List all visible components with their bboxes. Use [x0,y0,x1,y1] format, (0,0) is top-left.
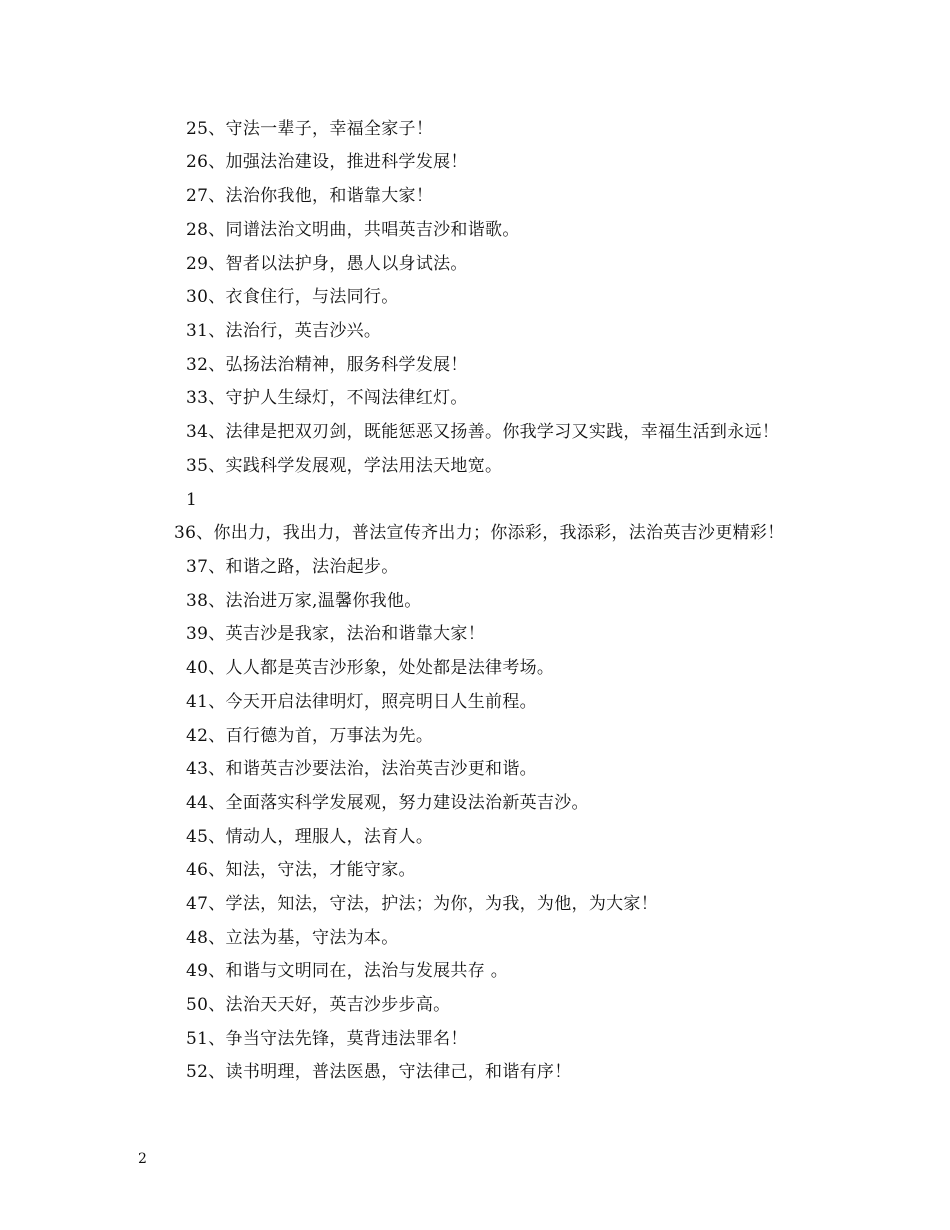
slogan-line: 28、同谱法治文明曲，共唱英吉沙和谐歌。 [186,220,520,240]
slogan-line: 51、争当守法先锋，莫背违法罪名！ [186,1029,468,1049]
slogan-line: 34、法律是把双刃剑，既能惩恶又扬善。你我学习又实践，幸福生活到永远！ [186,422,780,442]
slogan-line: 42、百行德为首，万事法为先。 [186,726,434,746]
slogan-line: 35、实践科学发展观，学法用法天地宽。 [186,456,503,476]
slogan-line: 49、和谐与文明同在，法治与发展共存 。 [186,961,509,981]
page-number: 2 [138,1151,147,1167]
slogan-line: 41、今天开启法律明灯，照亮明日人生前程。 [186,692,537,712]
slogan-line: 38、法治进万家,温馨你我他。 [186,591,422,611]
slogan-line: 40、人人都是英吉沙形象，处处都是法律考场。 [186,658,555,678]
slogan-line: 37、和谐之路，法治起步。 [186,557,399,577]
slogan-line: 50、法治天天好，英吉沙步步高。 [186,995,451,1015]
slogan-line: 29、智者以法护身，愚人以身试法。 [186,254,468,274]
slogan-line: 39、英吉沙是我家，法治和谐靠大家！ [186,624,486,644]
slogan-line: 44、全面落实科学发展观，努力建设法治新英吉沙。 [186,793,589,813]
slogan-line: 36、你出力，我出力，普法宣传齐出力；你添彩，我添彩，法治英吉沙更精彩！ [174,523,785,543]
slogan-line: 33、守护人生绿灯，不闯法律红灯。 [186,388,468,408]
inline-number: 1 [186,490,198,510]
slogan-line: 47、学法，知法，守法，护法；为你，为我，为他，为大家！ [186,894,659,914]
slogan-line: 43、和谐英吉沙要法治，法治英吉沙更和谐。 [186,759,537,779]
slogan-line: 25、守法一辈子，幸福全家子！ [186,119,434,139]
slogan-line: 26、加强法治建设，推进科学发展！ [186,152,468,172]
slogan-line: 31、法治行，英吉沙兴。 [186,321,382,341]
slogan-line: 27、法治你我他，和谐靠大家！ [186,186,434,206]
slogan-line: 48、立法为基，守法为本。 [186,928,399,948]
slogan-line: 46、知法，守法，才能守家。 [186,860,416,880]
slogan-line: 52、读书明理，普法医愚，守法律己，和谐有序！ [186,1062,572,1082]
slogan-line: 30、衣食住行，与法同行。 [186,287,399,307]
slogan-line: 32、弘扬法治精神，服务科学发展！ [186,355,468,375]
slogan-line: 45、情动人，理服人，法育人。 [186,827,434,847]
